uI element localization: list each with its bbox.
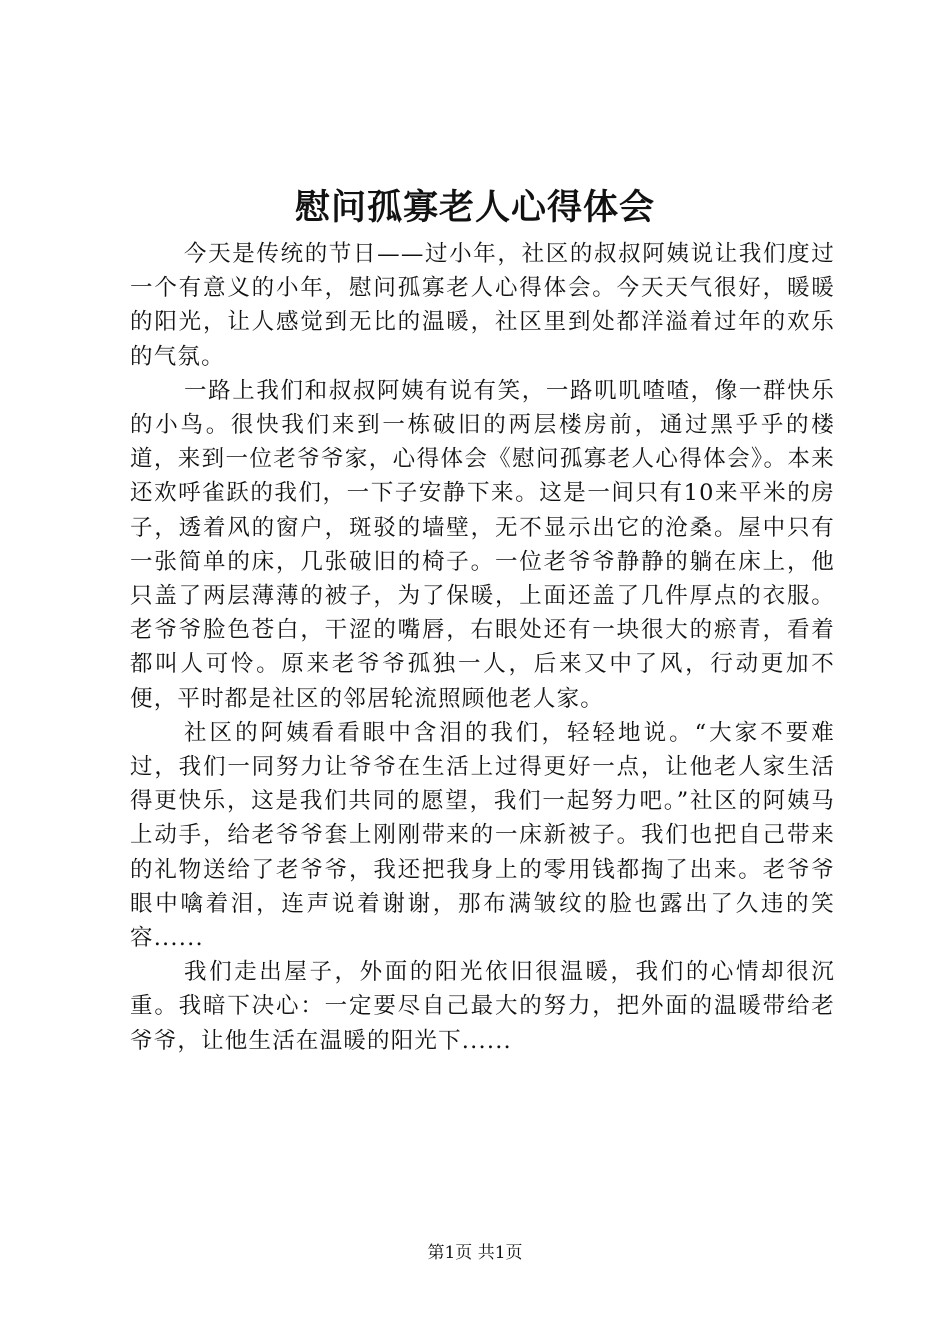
paragraph-2: 一路上我们和叔叔阿姨有说有笑，一路叽叽喳喳，像一群快乐的小鸟。很快我们来到一栋破旧的两层楼房前，通过黑乎乎的楼道，来到一位老爷爷家，心得体会《慰问孤寡老人心得体会》。本来还欢呼雀跃的我们，一下子安静下来。这是一间只有10来平米的房子，透着风的窗户，斑驳的墙壁，无不显示出它的沧桑。屋中只有一张简单的床，几张破旧的椅子。一位老爷爷静静的躺在床上，他只盖了两层薄薄的被子，为了保暖，上面还盖了几件厚点的衣服。老爷爷脸色苍白，干涩的嘴唇，右眼处还有一块很大的瘀青，看着都叫人可怜。原来老爷爷孤独一人，后来又中了风，行动更加不便，平时都是社区的邻居轮流照顾他老人家。 (130, 377, 835, 712)
paragraph-1: 今天是传统的节日——过小年，社区的叔叔阿姨说让我们度过一个有意义的小年，慰问孤寡老人心得体会。今天天气很好，暖暖的阳光，让人感觉到无比的温暖，社区里到处都洋溢着过年的欢乐的气氛。 (130, 241, 835, 370)
document-title: 慰问孤寡老人心得体会 (294, 187, 655, 228)
paragraph-4: 我们走出屋子，外面的阳光依旧很温暖，我们的心情却很沉重。我暗下决心：一定要尽自己最大的努力，把外面的温暖带给老爷爷，让他生活在温暖的阳光下...... (130, 959, 835, 1054)
paragraph-3: 社区的阿姨看看眼中含泪的我们，轻轻地说。“大家不要难过，我们一同努力让爷爷在生活上过得更好一点，让他老人家生活得更快乐，这是我们共同的愿望，我们一起努力吧。”社区的阿姨马上动手，给老爷爷套上刚刚带来的一床新被子。我们也把自己带来的礼物送给了老爷爷，我还把我身上的零用钱都掏了出来。老爷爷眼中噙着泪，连声说着谢谢，那布满皱纹的脸也露出了久违的笑容...... (130, 719, 835, 952)
page-footer: 第1页 共1页 (427, 1243, 523, 1263)
document-body (130, 237, 835, 1058)
